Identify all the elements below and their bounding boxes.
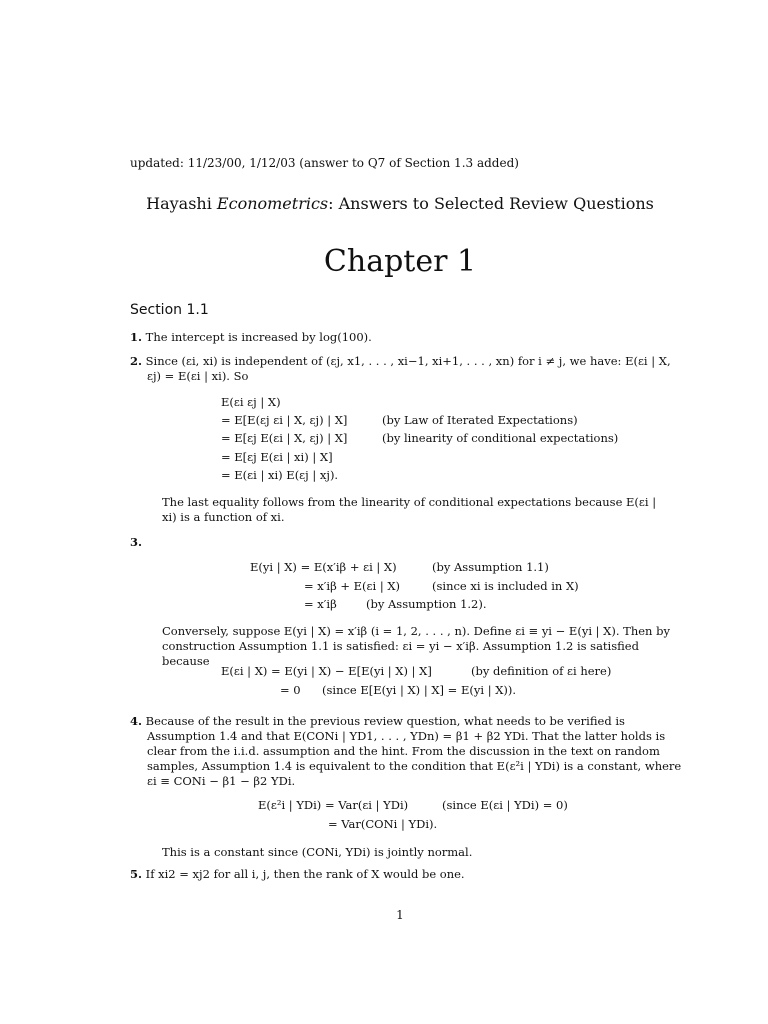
section-heading: Section 1.1: [130, 302, 209, 318]
q2-closing: The last equality follows from the linearity of conditional expectations because E(εi | xi) is a function of xi.: [162, 495, 657, 524]
q4-equation-1-note: (since E(εi | YDi) = 0): [442, 798, 568, 812]
question-4: [130, 714, 687, 789]
question-1-text: The intercept is increased by log(100).: [145, 330, 372, 344]
title-suffix: : Answers to Selected Review Questions: [328, 194, 654, 213]
q2-equation-3: = E[εj E(εi | X, εj) | X]: [221, 431, 348, 445]
q3-equation-1: E(yi | X) = E(x′iβ + εi | X): [250, 560, 397, 574]
q4-closing: This is a constant since (CONi, YDi) is jointly normal.: [162, 845, 473, 859]
q2-equation-5: = E(εi | xi) E(εj | xj).: [221, 468, 339, 482]
q3-equation-4: E(εi | X) = E(yi | X) − E[E(yi | X) | X]: [221, 664, 432, 678]
document-title: [0, 194, 768, 213]
question-5-number: 5.: [130, 867, 143, 881]
q3-converse: Conversely, suppose E(yi | X) = x′iβ (i = 1, 2, . . . , n). Define εi ≡ yi − E(yi | X). Then by construction Assumption 1.1 is satisfied: εi = yi − x′iβ. Assumption 1.2 is satisfied because: [162, 624, 670, 668]
update-note: updated: 11/23/00, 1/12/03 (answer to Q7 of Section 1.3 added): [130, 156, 519, 170]
question-1: [130, 330, 670, 345]
q3-equation-3-note: (by Assumption 1.2).: [366, 597, 487, 611]
q2-equation-3-note: (by linearity of conditional expectations): [382, 431, 619, 445]
question-1-number: 1.: [130, 330, 143, 344]
title-italic: Econometrics: [216, 194, 329, 213]
q3-equation-5: = 0: [280, 683, 301, 697]
q2-equation-4: = E[εj E(εi | xi) | X]: [221, 450, 333, 464]
question-2-intro: [130, 354, 687, 384]
page-number: 1: [396, 908, 404, 922]
q3-equation-1-note: (by Assumption 1.1): [432, 560, 549, 574]
question-3-number: 3.: [130, 535, 143, 549]
question-2-number: 2.: [130, 354, 143, 368]
question-4-text: Because of the result in the previous review question, what needs to be verified is Assumption 1.4 and that E(CONi | YD1, . . . , YDn) = β1 + β2 YDi. That the latter holds is clear from the i.i.d. assumption and the hint. From the discussion in the text on random samples, Assumption 1.4 is equivalent to the condition that E(ε²i | YDi) is a constant, where εi ≡ CONi − β1 − β2 YDi.: [145, 714, 682, 788]
q2-equation-2: = E[E(εj εi | X, εj) | X]: [221, 413, 348, 427]
q4-equation-1: E(ε²i | YDi) = Var(εi | YDi): [258, 798, 409, 812]
question-5-text: If xi2 = xj2 for all i, j, then the rank of X would be one.: [145, 867, 465, 881]
q3-equation-4-note: (by definition of εi here): [471, 664, 612, 678]
q2-equation-2-note: (by Law of Iterated Expectations): [382, 413, 578, 427]
q3-equation-5-note: (since E[E(yi | X) | X] = E(yi | X)).: [322, 683, 517, 697]
question-5: [130, 867, 670, 882]
chapter-heading: Chapter 1: [323, 244, 477, 279]
question-2-intro-text: Since (εi, xi) is independent of (εj, x1, . . . , xi−1, xi+1, . . . , xn) for i ≠ j, we have: E(εi | X, εj) = E(εi | xi). So: [145, 354, 671, 383]
q3-equation-2-note: (since xi is included in X): [432, 579, 579, 593]
title-prefix: Hayashi: [146, 194, 217, 213]
q3-equation-3: = x′iβ: [304, 597, 337, 611]
q4-equation-2: = Var(CONi | YDi).: [328, 817, 438, 831]
q2-equation-1: E(εi εj | X): [221, 395, 281, 409]
q3-equation-2: = x′iβ + E(εi | X): [304, 579, 401, 593]
question-4-number: 4.: [130, 714, 143, 728]
